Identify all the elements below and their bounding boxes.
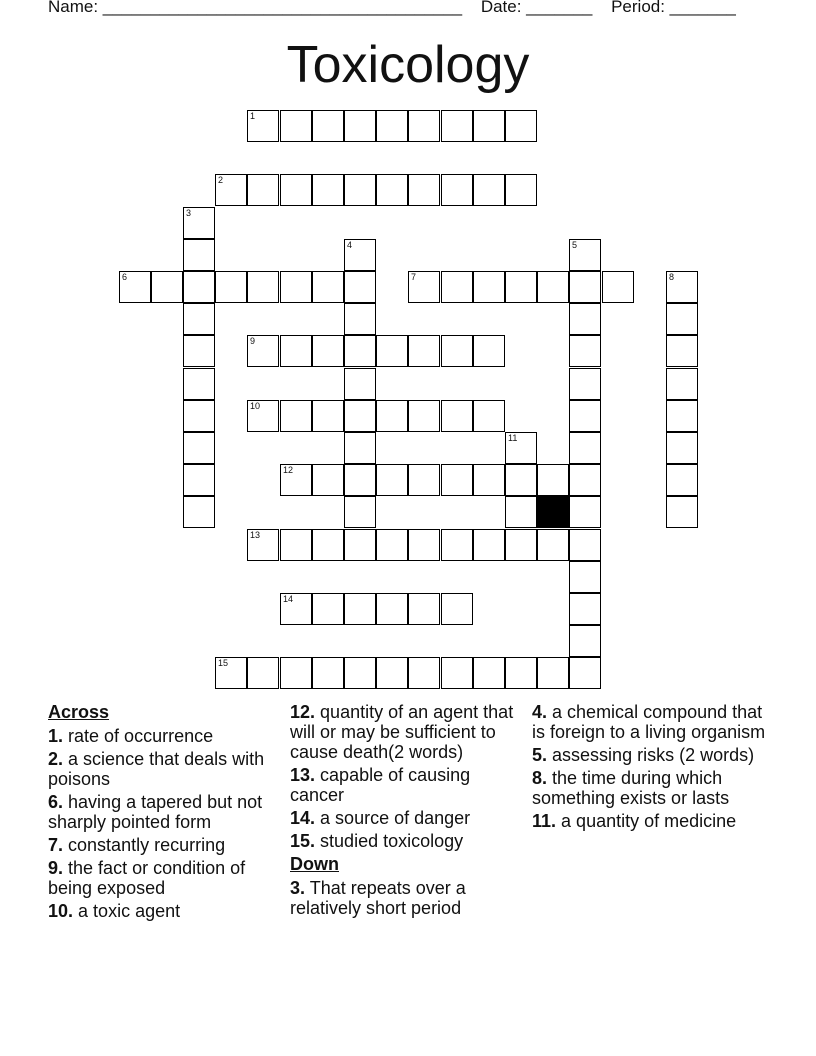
clue-number: 10 xyxy=(250,401,261,411)
crossword-cell[interactable] xyxy=(569,529,601,561)
down-heading: Down xyxy=(290,854,339,874)
crossword-cell[interactable] xyxy=(408,174,440,206)
clue-across-10: 10. a toxic agent xyxy=(48,901,181,921)
crossword-cell[interactable] xyxy=(505,110,537,142)
crossword-cell[interactable] xyxy=(666,303,698,335)
crossword-cell[interactable] xyxy=(408,335,440,367)
crossword-cell[interactable] xyxy=(666,464,698,496)
clues-column-3 xyxy=(532,702,772,834)
crossword-cell[interactable] xyxy=(473,271,505,303)
clue-across-7: 7. constantly recurring xyxy=(48,835,226,855)
crossword-cell[interactable] xyxy=(473,335,505,367)
crossword-cell[interactable] xyxy=(344,529,376,561)
crossword-cell[interactable] xyxy=(183,335,215,367)
crossword-cell[interactable] xyxy=(473,110,505,142)
crossword-cell[interactable] xyxy=(280,400,312,432)
crossword-cell[interactable] xyxy=(344,400,376,432)
crossword-cell[interactable] xyxy=(408,400,440,432)
across-heading: Across xyxy=(48,702,110,722)
crossword-cell[interactable] xyxy=(537,657,569,689)
crossword-cell[interactable] xyxy=(344,593,376,625)
crossword-cell[interactable] xyxy=(312,110,344,142)
crossword-cell[interactable] xyxy=(344,368,376,400)
clue-down-4: 4. a chemical compound that is foreign to a living organism xyxy=(532,702,766,742)
crossword-cell[interactable] xyxy=(505,464,537,496)
crossword-cell[interactable] xyxy=(376,657,408,689)
clue-down-3: 3. That repeats over a relatively short period xyxy=(290,878,466,918)
clue-number: 13 xyxy=(250,530,261,540)
crossword-cell[interactable] xyxy=(376,400,408,432)
crossword-cell[interactable] xyxy=(247,400,279,432)
crossword-cell[interactable] xyxy=(441,271,473,303)
crossword-cell[interactable] xyxy=(215,657,247,689)
crossword-cell[interactable] xyxy=(119,271,151,303)
crossword-cell[interactable] xyxy=(280,110,312,142)
crossword-cell[interactable] xyxy=(441,593,473,625)
crossword-cell[interactable] xyxy=(505,432,537,464)
crossword-cell[interactable] xyxy=(344,496,376,528)
clue-number: 15 xyxy=(218,658,229,668)
clue-across-2: 2. a science that deals with poisons xyxy=(48,749,265,789)
clue-number: 12 xyxy=(283,465,294,475)
crossword-cell[interactable] xyxy=(280,529,312,561)
crossword-cell[interactable] xyxy=(312,335,344,367)
crossword-cell[interactable] xyxy=(247,529,279,561)
crossword-cell[interactable] xyxy=(569,625,601,657)
crossword-cell[interactable] xyxy=(666,335,698,367)
clue-number: 8 xyxy=(669,272,675,282)
crossword-cell[interactable] xyxy=(569,561,601,593)
crossword-cell[interactable] xyxy=(569,464,601,496)
crossword-cell[interactable] xyxy=(569,400,601,432)
clue-down-11: 11. a quantity of medicine xyxy=(532,811,737,831)
crossword-cell[interactable] xyxy=(151,271,183,303)
crossword-cell[interactable] xyxy=(344,432,376,464)
clue-number: 11 xyxy=(508,433,518,443)
crossword-cell[interactable] xyxy=(441,400,473,432)
crossword-cell[interactable] xyxy=(569,271,601,303)
crossword-cell[interactable] xyxy=(473,174,505,206)
crossword-cell[interactable] xyxy=(312,529,344,561)
page-title: Toxicology xyxy=(286,36,530,94)
crossword-cell[interactable] xyxy=(247,657,279,689)
crossword-cell[interactable] xyxy=(569,239,601,271)
crossword-cell[interactable] xyxy=(376,335,408,367)
crossword-cell[interactable] xyxy=(408,529,440,561)
crossword-cell[interactable] xyxy=(505,496,537,528)
crossword-cell[interactable] xyxy=(376,110,408,142)
crossword-cell[interactable] xyxy=(505,174,537,206)
crossword-cell[interactable] xyxy=(666,368,698,400)
blocked-cell xyxy=(537,496,569,528)
crossword-cell[interactable] xyxy=(376,174,408,206)
crossword-cell[interactable] xyxy=(280,593,312,625)
crossword-cell[interactable] xyxy=(408,657,440,689)
crossword-cell[interactable] xyxy=(344,271,376,303)
clue-across-13: 13. capable of causing cancer xyxy=(290,765,471,805)
crossword-cell[interactable] xyxy=(602,271,634,303)
crossword-cell[interactable] xyxy=(505,271,537,303)
crossword-cell[interactable] xyxy=(280,464,312,496)
crossword-cell[interactable] xyxy=(183,496,215,528)
clue-number: 5 xyxy=(572,240,578,250)
crossword-cell[interactable] xyxy=(666,432,698,464)
crossword-cell[interactable] xyxy=(312,593,344,625)
crossword-cell[interactable] xyxy=(473,464,505,496)
crossword-cell[interactable] xyxy=(344,110,376,142)
crossword-cell[interactable] xyxy=(183,400,215,432)
crossword-cell[interactable] xyxy=(183,432,215,464)
crossword-cell[interactable] xyxy=(569,303,601,335)
crossword-cell[interactable] xyxy=(666,271,698,303)
crossword-cell[interactable] xyxy=(312,174,344,206)
crossword-cell[interactable] xyxy=(344,239,376,271)
crossword-cell[interactable] xyxy=(441,174,473,206)
crossword-cell[interactable] xyxy=(408,464,440,496)
crossword-cell[interactable] xyxy=(666,400,698,432)
crossword-cell[interactable] xyxy=(183,271,215,303)
crossword-cell[interactable] xyxy=(344,464,376,496)
crossword-cell[interactable] xyxy=(183,239,215,271)
date-field[interactable]: Date: _______ xyxy=(480,0,593,16)
crossword-cell[interactable] xyxy=(344,303,376,335)
crossword-cell[interactable] xyxy=(441,335,473,367)
crossword-cell[interactable] xyxy=(247,174,279,206)
crossword-cell[interactable] xyxy=(537,271,569,303)
crossword-cell[interactable] xyxy=(344,335,376,367)
crossword-cell[interactable] xyxy=(247,271,279,303)
crossword-cell[interactable] xyxy=(215,174,247,206)
crossword-cell[interactable] xyxy=(537,464,569,496)
clue-across-12: 12. quantity of an agent that will or may be sufficient to cause death(2 words) xyxy=(290,702,514,762)
crossword-cell[interactable] xyxy=(441,110,473,142)
crossword-cell[interactable] xyxy=(183,368,215,400)
clue-number: 7 xyxy=(411,272,417,282)
clue-number: 2 xyxy=(218,175,224,185)
crossword-cell[interactable] xyxy=(473,400,505,432)
clue-number: 1 xyxy=(250,111,256,121)
clue-number: 3 xyxy=(186,208,192,218)
crossword-cell[interactable] xyxy=(344,174,376,206)
clue-across-15: 15. studied toxicology xyxy=(290,831,464,851)
crossword-cell[interactable] xyxy=(312,400,344,432)
crossword-cell[interactable] xyxy=(408,110,440,142)
clue-down-5: 5. assessing risks (2 words) xyxy=(532,745,755,765)
crossword-cell[interactable] xyxy=(280,335,312,367)
crossword-cell[interactable] xyxy=(376,593,408,625)
crossword-cell[interactable] xyxy=(441,529,473,561)
crossword-cell[interactable] xyxy=(441,464,473,496)
crossword-cell[interactable] xyxy=(537,529,569,561)
clues-column-1 xyxy=(48,702,283,924)
clue-across-9: 9. the fact or condition of being exposed xyxy=(48,858,246,898)
crossword-cell[interactable] xyxy=(569,657,601,689)
clue-across-6: 6. having a tapered but not sharply pointed form xyxy=(48,792,263,832)
crossword-cell[interactable] xyxy=(505,529,537,561)
crossword-cell[interactable] xyxy=(441,657,473,689)
crossword-cell[interactable] xyxy=(473,529,505,561)
name-field[interactable]: Name: ______________________________________ xyxy=(48,0,463,16)
clue-across-1: 1. rate of occurrence xyxy=(48,726,214,746)
crossword-cell[interactable] xyxy=(247,335,279,367)
clue-down-8: 8. the time during which something exists or lasts xyxy=(532,768,730,808)
crossword-cell[interactable] xyxy=(569,496,601,528)
crossword-cell[interactable] xyxy=(344,657,376,689)
crossword-cell[interactable] xyxy=(473,657,505,689)
crossword-cell[interactable] xyxy=(247,110,279,142)
period-field[interactable]: Period: _______ xyxy=(611,0,736,16)
crossword-cell[interactable] xyxy=(569,432,601,464)
crossword-cell[interactable] xyxy=(569,593,601,625)
crossword-cell[interactable] xyxy=(376,464,408,496)
clue-number: 4 xyxy=(347,240,353,250)
crossword-cell[interactable] xyxy=(183,303,215,335)
crossword-cell[interactable] xyxy=(280,174,312,206)
clue-across-14: 14. a source of danger xyxy=(290,808,471,828)
clue-number: 9 xyxy=(250,336,256,346)
crossword-cell[interactable] xyxy=(215,271,247,303)
crossword-cell[interactable] xyxy=(569,368,601,400)
crossword-cell[interactable] xyxy=(183,207,215,239)
crossword-cell[interactable] xyxy=(312,657,344,689)
crossword-cell[interactable] xyxy=(183,464,215,496)
crossword-cell[interactable] xyxy=(505,657,537,689)
crossword-cell[interactable] xyxy=(666,496,698,528)
crossword-cell[interactable] xyxy=(280,657,312,689)
clues-column-2 xyxy=(290,702,520,921)
clue-number: 14 xyxy=(283,594,294,604)
crossword-cell[interactable] xyxy=(312,271,344,303)
clue-number: 6 xyxy=(122,272,128,282)
crossword-cell[interactable] xyxy=(569,335,601,367)
crossword-cell[interactable] xyxy=(408,593,440,625)
crossword-cell[interactable] xyxy=(280,271,312,303)
crossword-cell[interactable] xyxy=(312,464,344,496)
crossword-cell[interactable] xyxy=(408,271,440,303)
crossword-cell[interactable] xyxy=(376,529,408,561)
